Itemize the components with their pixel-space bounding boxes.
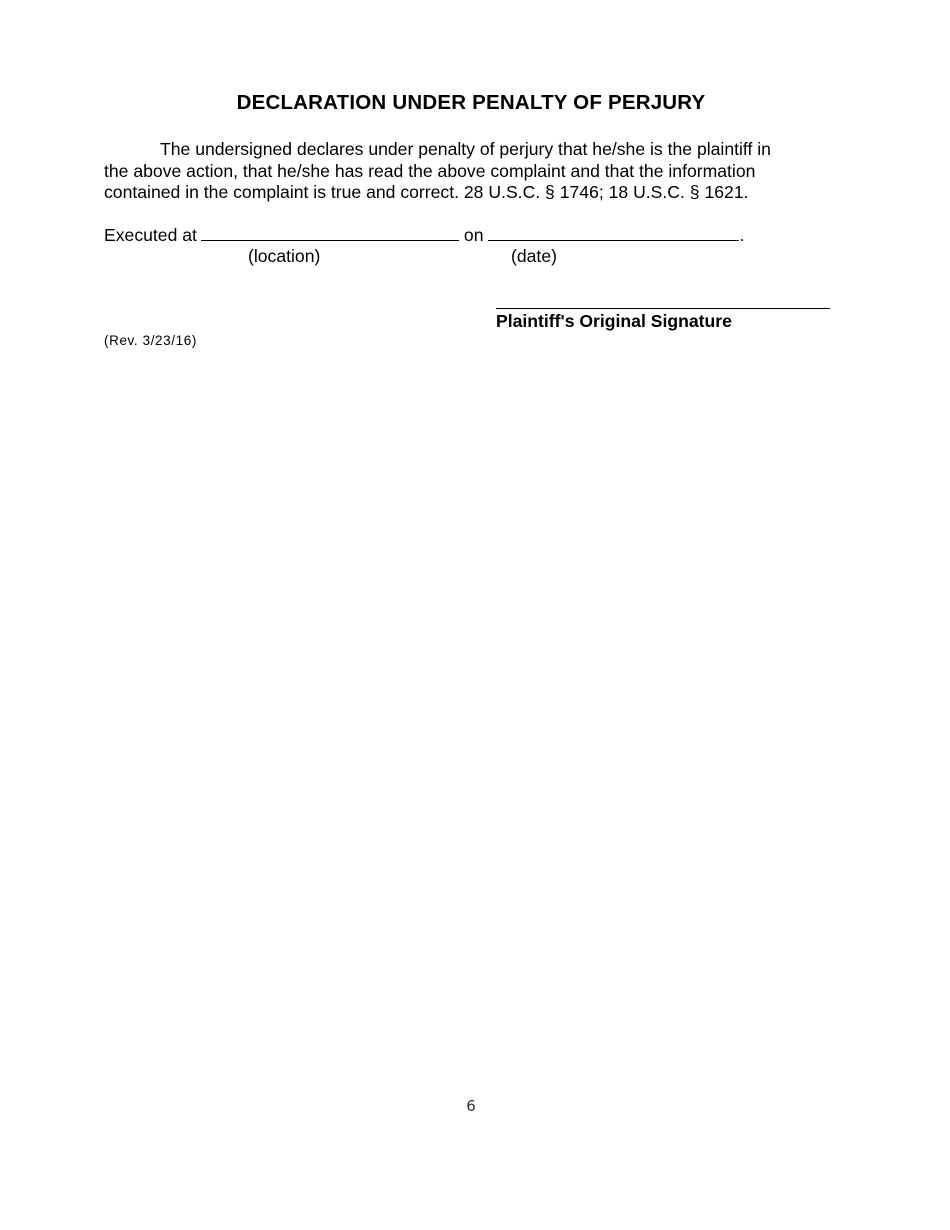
paragraph-line: contained in the complaint is true and correct. 28 U.S.C. § 1746; 18 U.S.C. § 1621. <box>104 182 749 202</box>
document-title: DECLARATION UNDER PENALTY OF PERJURY <box>236 91 706 114</box>
location-caption: (location) <box>248 246 321 266</box>
declaration-paragraph <box>104 139 824 204</box>
location-blank <box>201 226 459 241</box>
on-label: on <box>463 225 484 245</box>
paragraph-line: The undersigned declares under penalty of perjury that he/she is the plaintiff in <box>160 139 771 159</box>
executed-line <box>104 225 744 246</box>
signature-label: Plaintiff's Original Signature <box>496 311 732 331</box>
revision-note: (Rev. 3/23/16) <box>104 333 197 348</box>
date-caption: (date) <box>511 246 557 266</box>
signature-line <box>496 308 830 309</box>
date-blank <box>488 226 739 241</box>
paragraph-line: the above action, that he/she has read the above complaint and that the information <box>104 160 756 181</box>
end-period: . <box>739 225 745 245</box>
executed-at-label: Executed at <box>104 225 197 245</box>
page-number: 6 <box>466 1097 476 1115</box>
